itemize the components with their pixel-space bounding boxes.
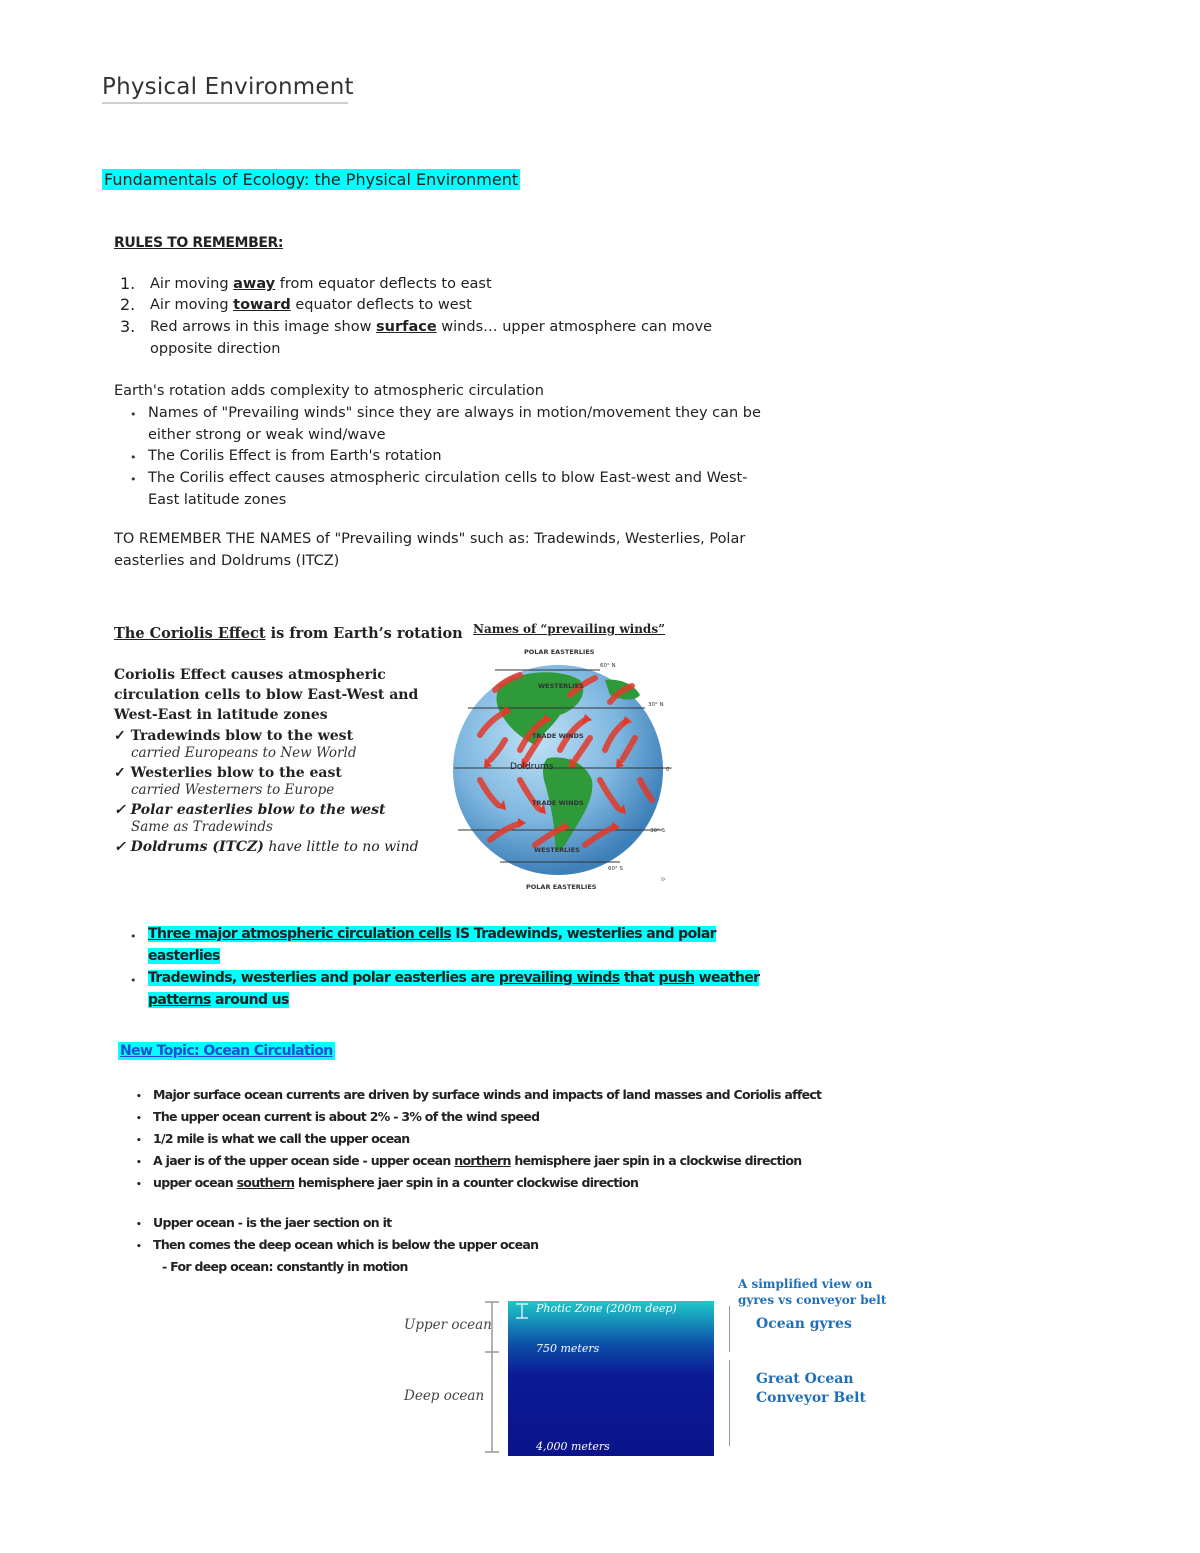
remember-names-line1: TO REMEMBER THE NAMES of "Prevailing winds" such as: Tradewinds, Westerlies, Polar [114,531,746,547]
title-underline [102,102,348,104]
new-topic-heading: New Topic: Ocean Circulation [120,1043,333,1059]
label-750-meters: 750 meters [536,1342,600,1355]
chevron-right-icon: » [660,874,667,885]
ocean-bullet: • Then comes the deep ocean which is below the upper ocean [136,1237,539,1252]
rules-heading: RULES TO REMEMBER: [114,235,284,251]
rotation-bullet-cont: East latitude zones [148,492,287,508]
label-doldrums: Doldrums [510,762,554,772]
rule-number: 1. [120,274,136,293]
label-4000-meters: 4,000 meters [536,1440,610,1453]
ocean-bullet: • 1/2 mile is what we call the upper ocean [136,1131,410,1146]
bullet-dot: • [130,974,137,987]
bullet-dot: • [130,451,137,464]
rule-item: Air moving away from equator deflects to east [150,276,492,292]
label-deep-ocean: Deep ocean [404,1388,485,1404]
coriolis-item: ✓ Polar easterlies blow to the west [114,802,386,818]
ocean-bullets [136,1085,821,1276]
highlight-bullet: Three major atmospheric circulation cells IS Tradewinds, westerlies and polar easterlies [148,926,716,964]
rotation-bullet: Names of "Prevailing winds" since they are always in motion/movement they can be [148,405,761,421]
remember-names-line2: easterlies and Doldrums (ITCZ) [114,553,340,569]
bullet-dot: • [130,930,137,943]
prevailing-winds-globe [440,640,690,895]
coriolis-slide-title: The Coriolis Effect is from Earth’s rotation [114,625,463,642]
rotation-bullet-cont: either strong or weak wind/wave [148,427,386,443]
label-westerlies-top: WESTERLIES [538,682,584,690]
label-lat-60s: 60° S [608,866,623,872]
coriolis-item: ✓ Tradewinds blow to the west [114,728,354,744]
globe-caption: Names of “prevailing winds” [473,622,665,636]
ocean-bullet: • Major surface ocean currents are driven by surface winds and impacts of land masses and Coriolis affect [136,1087,822,1102]
bullet-dot: • [130,408,137,421]
conveyor-bracket-line [729,1360,730,1446]
ocean-bullet: • A jaer is of the upper ocean side - upper ocean northern hemisphere jaer spin in a clockwise direction [136,1153,802,1168]
coriolis-item: ✓ Doldrums (ITCZ) have little to no wind [114,839,419,855]
label-lat-30n: 30° N [648,702,664,708]
label-conveyor-belt: Great Ocean Conveyor Belt [756,1371,866,1406]
rotation-bullet: The Corilis effect causes atmospheric circulation cells to blow East-west and West- [148,470,748,486]
rotation-intro: Earth's rotation adds complexity to atmospheric circulation [114,383,544,399]
rule-number: 2. [120,295,136,314]
coriolis-slide-items: ✓ Tradewinds blow to the west carried Europeans to New World ✓ Westerlies blow to the east carried Westerners to Europe ✓ Polar easterlies blow to the west Same as Tradewinds ✓ Doldrums (ITCZ) have little to no wind [114,728,419,855]
label-polar-easterlies-bottom: POLAR EASTERLIES [526,883,597,891]
photic-bracket-icon [514,1302,530,1320]
highlight-bullet: Tradewinds, westerlies and polar easterlies are prevailing winds that push weather patterns around us [148,970,760,1008]
coriolis-slide-body: Coriolis Effect causes atmospheric circulation cells to blow East-West and West-East in latitude zones [114,667,419,723]
depth-bracket [482,1298,502,1456]
bullet-dot: • [130,473,137,486]
deep-ocean-note: - For deep ocean: constantly in motion [162,1259,408,1274]
rotation-bullet: The Corilis Effect is from Earth's rotation [148,448,442,464]
coriolis-item: ✓ Westerlies blow to the east [114,765,342,781]
gyres-bracket-line [729,1306,730,1352]
label-lat-30s: 30° S [650,828,665,834]
ocean-depth-column [508,1301,714,1456]
ocean-bullet: • Upper ocean - is the jaer section on it [136,1215,392,1230]
label-trade-winds-bottom: TRADE WINDS [532,799,584,807]
label-westerlies-bottom: WESTERLIES [534,846,580,854]
label-photic-zone: Photic Zone (200m deep) [536,1302,677,1315]
label-trade-winds-top: TRADE WINDS [532,732,584,740]
ocean-bullet: • upper ocean southern hemisphere jaer spin in a counter clockwise direction [136,1175,639,1190]
label-lat-0: 0° [666,767,673,773]
section-heading: Fundamentals of Ecology: the Physical Environment [104,170,519,189]
rule-item-continuation: opposite direction [150,341,281,357]
rule-item: Red arrows in this image show surface winds… upper atmosphere can move [150,319,713,335]
label-upper-ocean: Upper ocean [404,1317,492,1333]
ocean-bullet: • The upper ocean current is about 2% - 3% of the wind speed [136,1109,540,1124]
label-polar-easterlies-top: POLAR EASTERLIES [524,648,595,656]
label-lat-60n: 60° N [600,663,616,669]
rule-item: Air moving toward equator deflects to west [150,297,472,313]
page-title: Physical Environment [102,74,354,100]
rule-number: 3. [120,317,136,336]
label-ocean-gyres: Ocean gyres [756,1316,852,1332]
gyres-vs-conveyor-note: A simplified view on gyres vs conveyor belt [738,1277,887,1307]
